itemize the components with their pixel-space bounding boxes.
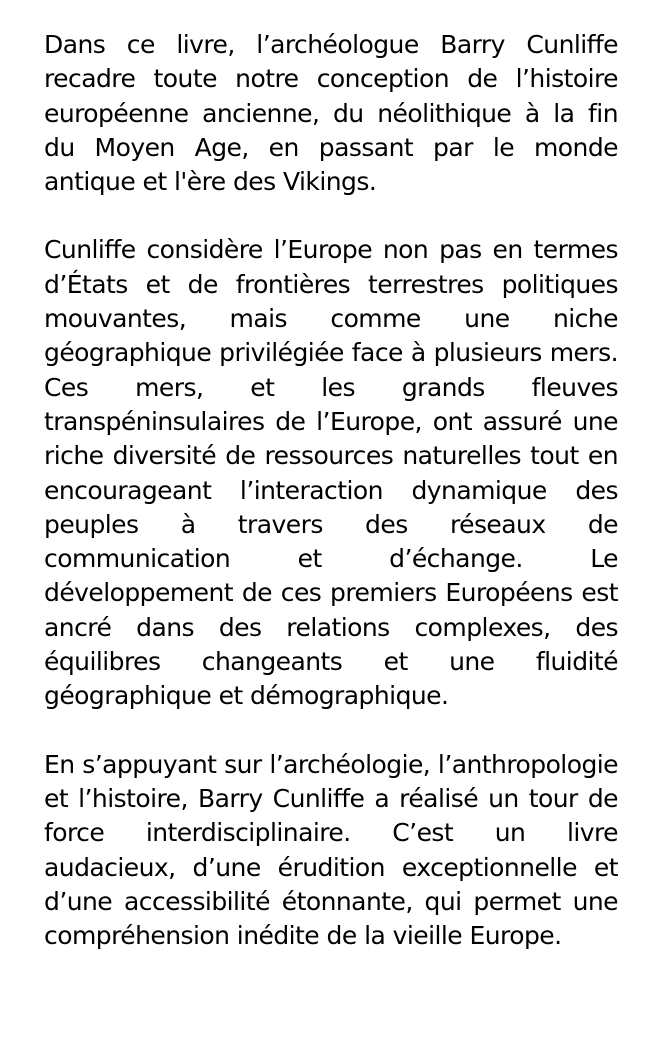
book-description [44, 28, 618, 953]
paragraph-europe-seas: Cunliffe considère l’Europe non pas en termes d’États et de frontières terrestres politiques mouvantes, mais comme une niche géographique privilégiée face à plusieurs mers. Ces mers, et les grands fleuves transpéninsulaires de l’Europe, ont assuré une riche diversité de ressources naturelles tout en encourageant l’interaction dynamique des peuples à travers des réseaux de communication et d’échange. Le développement de ces premiers Européens est ancré dans des relations complexes, des équilibres changeants et une fluidité géographique et démographique. [44, 235, 618, 711]
paragraph-intro: Dans ce livre, l’archéologue Barry Cunliffe recadre toute notre conception de l’histoire européenne ancienne, du néolithique à la fin du Moyen Age, en passant par le monde antique et l'ère des Vikings. [44, 30, 618, 197]
paragraph-conclusion: En s’appuyant sur l’archéologie, l’anthropologie et l’histoire, Barry Cunliffe a réalisé un tour de force interdisciplinaire. C’est un livre audacieux, d’une érudition exceptionnelle et d’une accessibilité étonnante, qui permet une compréhension inédite de la vieille Europe. [44, 749, 618, 951]
